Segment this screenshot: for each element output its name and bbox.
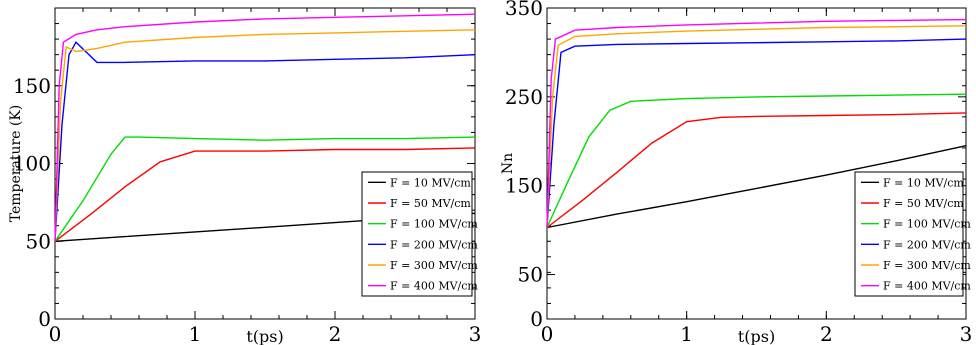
x-tick-label: 1: [188, 322, 202, 345]
legend-entry-label: F = 400 MV/cm: [883, 279, 971, 293]
x-tick-label: 2: [328, 322, 342, 345]
y-tick-label: 250: [504, 84, 543, 109]
y-tick-label: 150: [504, 173, 543, 198]
y-axis-label: Nn: [500, 152, 516, 175]
legend-entry-label: F = 400 MV/cm: [390, 279, 478, 293]
y-tick-label: 150: [12, 73, 51, 98]
y-tick-label: 50: [517, 262, 543, 287]
legend: [855, 172, 971, 296]
legend-entry-label: F = 300 MV/cm: [390, 259, 478, 272]
x-axis-label: t(ps): [737, 327, 776, 345]
legend-entry-label: F = 200 MV/cm: [390, 238, 478, 252]
y-tick-label: 0: [38, 307, 51, 331]
legend-box: [362, 172, 472, 296]
y-tick-label: 50: [25, 229, 51, 254]
legend-entry-label: F = 100 MV/cm: [883, 217, 971, 231]
x-tick-label: 3: [468, 322, 482, 345]
y-tick-label: 350: [504, 0, 543, 20]
y-tick-label: 100: [12, 151, 51, 176]
legend-entry-label: F = 200 MV/cm: [883, 238, 971, 252]
x-axis-label: t(ps): [246, 327, 284, 345]
x-tick-label: 3: [959, 322, 973, 345]
legend: [362, 172, 478, 296]
y-axis-label: Temperature (K): [8, 104, 24, 223]
x-tick-label: 0: [540, 322, 554, 345]
x-tick-label: 1: [680, 322, 694, 345]
legend-entry-label: F = 10 MV/cm: [390, 176, 471, 190]
chart-panel-1: [8, 8, 481, 345]
legend-box: [855, 172, 963, 296]
y-tick-label: 0: [530, 307, 543, 331]
legend-entry-label: F = 50 MV/cm: [883, 197, 964, 210]
x-tick-label: 0: [48, 322, 62, 345]
legend-entry-label: F = 100 MV/cm: [390, 217, 478, 231]
legend-entry-label: F = 300 MV/cm: [883, 259, 971, 272]
chart-panel-2: [500, 0, 972, 345]
legend-entry-label: F = 50 MV/cm: [390, 197, 471, 210]
x-tick-label: 2: [819, 322, 833, 345]
legend-entry-label: F = 10 MV/cm: [883, 176, 964, 190]
